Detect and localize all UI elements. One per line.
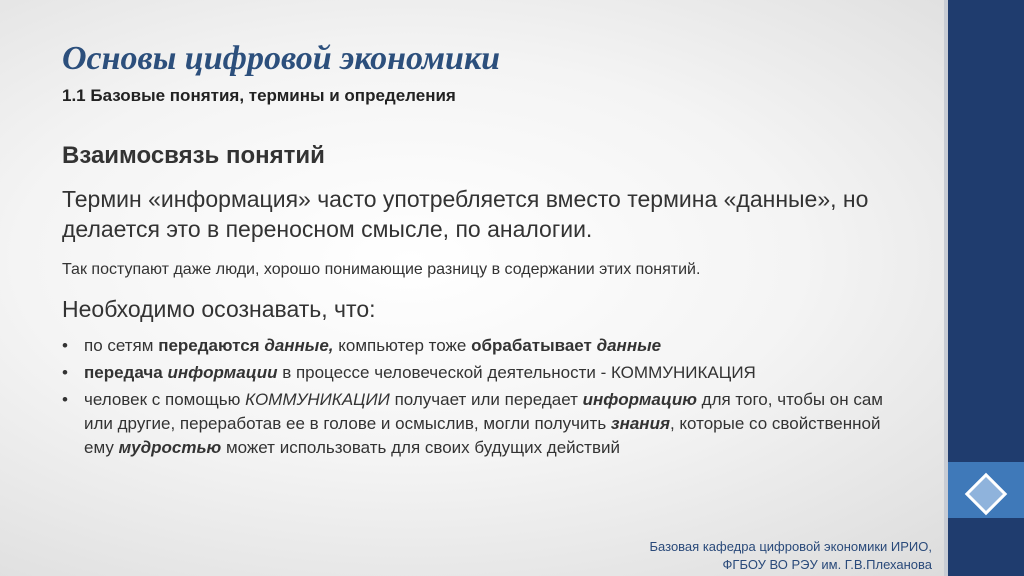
bullet-item	[62, 388, 912, 460]
bullet-text-run: данные,	[264, 336, 334, 355]
lead-text: Необходимо осознавать, что:	[62, 296, 376, 322]
bullet-text-run: человек с помощью	[84, 390, 246, 409]
bullet-item	[62, 334, 912, 358]
bullet-text-run: , которые со свойственной ему	[84, 414, 881, 457]
bullet-text-run: по сетям	[84, 336, 159, 355]
note-paragraph: Так поступают даже люди, хорошо понимающие разницу в содержании этих понятий.	[62, 261, 701, 278]
bullet-text-run: данные	[596, 336, 662, 355]
bullet-text-run: обрабатывает	[471, 336, 592, 355]
slide-title: Основы цифровой экономики	[62, 40, 501, 77]
bullet-text-run: КОММУНИКАЦИИ	[245, 390, 390, 409]
section-heading: Взаимосвязь понятий	[62, 142, 325, 169]
bullet-text-run: информацию	[582, 390, 697, 409]
bullet-text-run: передача	[84, 363, 168, 382]
bullet-list	[62, 334, 912, 463]
bullet-dot-icon: •	[62, 363, 68, 382]
bullet-text-run: знания	[610, 414, 670, 433]
bullet-text-run: получает или передает	[389, 390, 583, 409]
bullet-text-run: компьютер тоже	[333, 336, 472, 355]
bullet-text-run: в процессе человеческой деятельности - КОММУНИКАЦИЯ	[277, 363, 756, 382]
intro-paragraph: Термин «информация» часто употребляется вместо термина «данные», но делается это в переносном смысле, по аналогии.	[62, 186, 869, 242]
footer	[650, 538, 932, 574]
bullet-text-run: передаются	[158, 336, 260, 355]
bullet-dot-icon: •	[62, 336, 68, 355]
footer-line-1: Базовая кафедра цифровой экономики ИРИО,	[649, 539, 932, 554]
bullet-text-run: мудростью	[118, 438, 222, 457]
bullet-text-run: может использовать для своих будущих действий	[221, 438, 620, 457]
bullet-dot-icon: •	[62, 390, 68, 409]
footer-line-2: ФГБОУ ВО РЭУ им. Г.В.Плеханова	[722, 557, 932, 572]
bullet-item	[62, 361, 912, 385]
bullet-text-run: для того, чтобы он сам или другие, переработав ее в голове и осмыслив, могли получить	[84, 390, 883, 433]
bullet-text-run: информации	[167, 363, 278, 382]
slide-subtitle: 1.1 Базовые понятия, термины и определения	[62, 86, 456, 105]
